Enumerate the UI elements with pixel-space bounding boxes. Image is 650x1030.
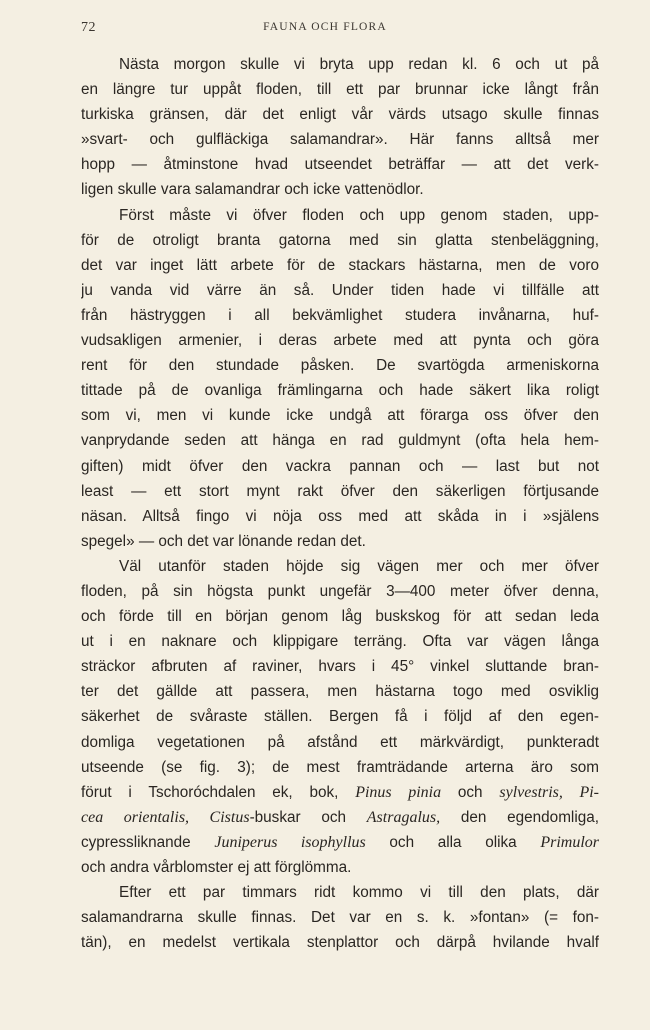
text-segment: rent för den stundade påsken. De svartögda armeniskorna xyxy=(81,357,599,375)
text-line xyxy=(81,905,599,930)
text-line xyxy=(81,554,599,579)
text-line xyxy=(81,679,599,704)
text-segment: och xyxy=(441,783,500,801)
text-segment: utseende (se fig. 3); de mest framträdande arterna äro som xyxy=(81,758,599,776)
text-segment: »svart- och gulfläckiga salamandrar». Här fanns alltså mer xyxy=(81,131,599,149)
text-line xyxy=(81,579,599,604)
text-segment: ju vanda vid värre än så. Under tiden hade vi tillfälle att xyxy=(81,281,599,299)
text-segment: cypressliknande xyxy=(81,833,215,851)
text-line xyxy=(81,52,599,77)
text-line xyxy=(81,830,599,855)
text-line xyxy=(81,755,599,780)
text-line xyxy=(81,228,599,253)
text-segment: som vi, men vi kunde icke undgå att förarga oss öfver den xyxy=(81,407,599,425)
text-segment: Väl utanför staden höjde sig vägen mer och mer öfver xyxy=(119,557,599,575)
italic-species-name: Primulor xyxy=(540,833,599,851)
text-segment: vanprydande seden att hänga en rad guldmynt (ofta hela hem- xyxy=(81,432,599,450)
text-segment: salamandrarna skulle finnas. Det var en s. k. »fontan» (= fon- xyxy=(81,909,599,927)
italic-species-name: Astragalus, xyxy=(366,808,441,826)
text-line xyxy=(81,529,599,554)
text-segment: Efter ett par timmars ridt kommo vi till den plats, där xyxy=(119,884,599,902)
text-line xyxy=(81,303,599,328)
text-line xyxy=(81,77,599,102)
text-segment: Nästa morgon skulle vi bryta upp redan kl. 6 och ut på xyxy=(119,56,599,73)
page-number: 72 xyxy=(81,20,96,35)
text-segment: tittade på de ovanliga främlingarna och hade säkert lika roligt xyxy=(81,382,599,400)
italic-species-name: Juniperus isophyllus xyxy=(214,833,366,851)
text-segment: sträckor afbruten af raviner, hvars i 45° vinkel sluttande bran- xyxy=(81,658,599,676)
text-line xyxy=(81,328,599,353)
text-segment: ligen skulle vara salamandrar och icke vattenödlor. xyxy=(81,181,424,199)
text-line xyxy=(81,604,599,629)
text-line xyxy=(81,780,599,805)
text-segment: least — ett stort mynt rakt öfver den säkerligen förtjusande xyxy=(81,482,599,500)
text-line xyxy=(81,730,599,755)
text-segment: den egendomliga, xyxy=(440,808,599,826)
text-line xyxy=(81,403,599,428)
text-line xyxy=(81,253,599,278)
text-segment: turkiska gränsen, där det enligt vår värds utsago skulle finnas xyxy=(81,106,599,124)
text-segment: för de otroligt branta gatorna med sin glatta stenbeläggning, xyxy=(81,231,599,249)
italic-species-name: sylvestris, Pi- xyxy=(499,783,599,801)
text-segment: tän), en medelst vertikala stenplattor och därpå hvilande hvalf xyxy=(81,934,599,952)
text-line xyxy=(81,504,599,529)
text-line xyxy=(81,855,599,880)
text-line xyxy=(81,880,599,905)
text-segment: vudsakligen armenier, i deras arbete med att pynta och göra xyxy=(81,332,599,350)
text-segment: näsan. Alltså fingo vi nöja oss med att skåda in i »själens xyxy=(81,507,599,525)
text-segment: ter det gällde att passera, men hästarna togo med osviklig xyxy=(81,683,599,701)
text-line xyxy=(81,704,599,729)
text-line xyxy=(81,454,599,479)
body-text xyxy=(81,52,599,955)
text-line xyxy=(81,177,599,202)
text-segment: giften) midt öfver den vackra pannan och — last but not xyxy=(81,457,599,475)
text-segment: Först måste vi öfver floden och upp genom staden, upp- xyxy=(119,206,599,224)
text-line xyxy=(81,805,599,830)
text-segment: säkerhet de svåraste ställen. Bergen få i följd af den egen- xyxy=(81,708,599,726)
text-segment: hopp — åtminstone hvad utseendet beträffar — att det verk- xyxy=(81,156,599,174)
text-segment: det var inget lätt arbete för de stackars hästarna, men de voro xyxy=(81,256,599,274)
text-line xyxy=(81,479,599,504)
text-line xyxy=(81,102,599,127)
text-line xyxy=(81,127,599,152)
running-head: FAUNA OCH FLORA xyxy=(263,21,387,33)
text-segment: en längre tur uppåt floden, till ett par brunnar icke långt från xyxy=(81,81,599,99)
text-segment: och förde till en början genom låg buskskog för att sedan leda xyxy=(81,608,599,626)
text-segment: spegel» — och det var lönande redan det. xyxy=(81,532,366,550)
text-line xyxy=(81,629,599,654)
italic-species-name: Pinus pinia xyxy=(355,783,442,801)
italic-species-name: cea orientalis, Cistus xyxy=(81,808,250,826)
text-line xyxy=(81,152,599,177)
text-segment: floden, på sin högsta punkt ungefär 3—400 meter öfver denna, xyxy=(81,582,599,600)
text-line xyxy=(81,203,599,228)
text-segment: förut i Tschoróchdalen ek, bok, xyxy=(81,783,356,801)
text-line xyxy=(81,930,599,955)
text-line xyxy=(81,278,599,303)
text-segment: och alla olika xyxy=(365,833,541,851)
text-line xyxy=(81,428,599,453)
text-segment: domliga vegetationen på afstånd ett märkvärdigt, punkteradt xyxy=(81,733,599,751)
text-segment: -buskar och xyxy=(249,808,367,826)
text-segment: ut i en naknare och klippigare terräng. Ofta var vägen långa xyxy=(81,633,599,651)
text-segment: och andra vårblomster ej att förglömma. xyxy=(81,859,352,876)
text-line xyxy=(81,353,599,378)
text-line xyxy=(81,654,599,679)
text-segment: från hästryggen i all bekvämlighet studera invånarna, huf- xyxy=(81,306,599,324)
text-line xyxy=(81,378,599,403)
